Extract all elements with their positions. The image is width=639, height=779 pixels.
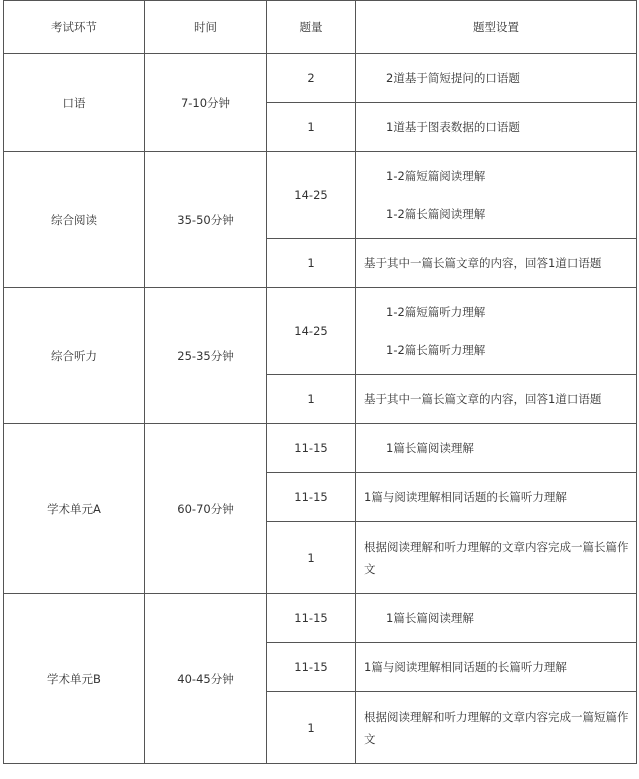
question-count: 1 [267, 103, 356, 152]
question-type-text: 1-2篇长篇阅读理解 [386, 207, 486, 221]
exam-structure-table [3, 0, 637, 764]
question-count: 11-15 [267, 424, 356, 473]
question-type-text: 基于其中一篇长篇文章的内容，回答1道口语题 [364, 256, 602, 270]
section-name-academic-b: 学术单元B [4, 594, 145, 764]
question-type [356, 473, 637, 522]
table-row [4, 152, 637, 239]
section-name-reading: 综合阅读 [4, 152, 145, 288]
question-count: 11-15 [267, 473, 356, 522]
section-name-listening: 综合听力 [4, 288, 145, 424]
question-count: 11-15 [267, 594, 356, 643]
question-type-text: 1-2篇短篇阅读理解 [386, 169, 486, 183]
question-type-text: 1-2篇长篇听力理解 [386, 343, 486, 357]
question-count: 1 [267, 239, 356, 288]
question-type-text: 1-2篇短篇听力理解 [386, 305, 486, 319]
question-type [356, 692, 637, 764]
header-section: 考试环节 [4, 1, 145, 54]
question-type-text: 1篇与阅读理解相同话题的长篇听力理解 [364, 490, 567, 504]
section-time-reading: 35-50分钟 [145, 152, 267, 288]
header-time: 时间 [145, 1, 267, 54]
question-type [356, 239, 637, 288]
table-row [4, 594, 637, 643]
header-setting: 题型设置 [356, 1, 637, 54]
question-type-text: 2道基于简短提问的口语题 [386, 71, 520, 85]
question-type-text: 根据阅读理解和听力理解的文章内容完成一篇长篇作文 [364, 539, 629, 576]
section-time-academic-b: 40-45分钟 [145, 594, 267, 764]
question-type [356, 54, 637, 103]
section-name-speaking: 口语 [4, 54, 145, 152]
question-type-text: 1篇长篇阅读理解 [386, 611, 474, 625]
question-type-text: 1篇与阅读理解相同话题的长篇听力理解 [364, 660, 567, 674]
question-count: 1 [267, 522, 356, 594]
question-type [356, 152, 637, 239]
header-count: 题量 [267, 1, 356, 54]
table-row [4, 288, 637, 375]
section-time-academic-a: 60-70分钟 [145, 424, 267, 594]
question-count: 1 [267, 375, 356, 424]
question-count: 14-25 [267, 288, 356, 375]
question-type [356, 288, 637, 375]
question-count: 11-15 [267, 643, 356, 692]
question-type [356, 643, 637, 692]
question-count: 2 [267, 54, 356, 103]
section-name-academic-a: 学术单元A [4, 424, 145, 594]
question-type-text: 1道基于图表数据的口语题 [386, 120, 520, 134]
question-type [356, 522, 637, 594]
table-header-row [4, 1, 637, 54]
question-type-text: 1篇长篇阅读理解 [386, 441, 474, 455]
question-type [356, 594, 637, 643]
question-type [356, 375, 637, 424]
question-type [356, 103, 637, 152]
table-row [4, 424, 637, 473]
table-row [4, 54, 637, 103]
section-time-listening: 25-35分钟 [145, 288, 267, 424]
question-count: 14-25 [267, 152, 356, 239]
question-type-text: 根据阅读理解和听力理解的文章内容完成一篇短篇作文 [364, 709, 629, 746]
question-type-text: 基于其中一篇长篇文章的内容，回答1道口语题 [364, 392, 602, 406]
section-time-speaking: 7-10分钟 [145, 54, 267, 152]
question-type [356, 424, 637, 473]
question-count: 1 [267, 692, 356, 764]
